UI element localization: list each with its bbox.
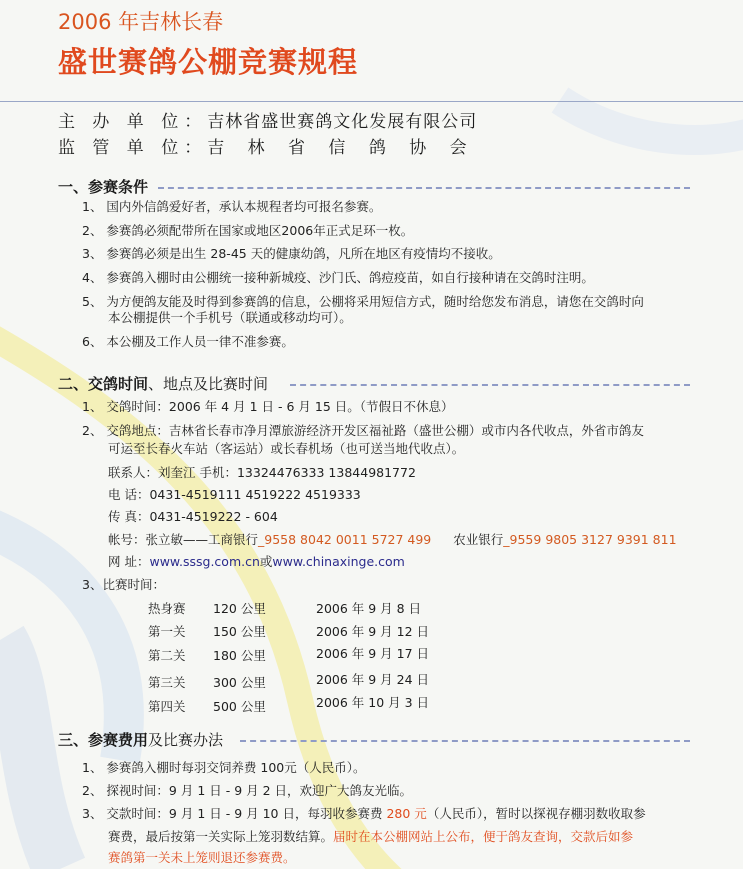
account-icbc: _9558 8042 0011 5727 499 <box>258 532 432 547</box>
section-2-heading-rest: 、地点及比赛时间 <box>148 375 269 393</box>
section-2-item-1: 1、 交鸽时间：2006 年 4 月 1 日 - 6 月 15 日。（节假日不休息） <box>82 399 454 414</box>
section-2-heading-bold: 二、交鸽时间 <box>58 375 149 393</box>
section-3-item-3 <box>82 804 646 822</box>
section-1-heading: 一、参赛条件 <box>58 178 149 196</box>
race-date: 2006 年 9 月 12 日 <box>316 624 430 639</box>
organizer-supervisor-label: 监 管 单 位： <box>58 138 208 158</box>
website-link-1[interactable]: www.sssg.com.cn <box>149 554 260 569</box>
section-1-item-6: 6、 本公棚及工作人员一律不准参赛。 <box>82 334 294 349</box>
website-link-2[interactable]: www.chinaxinge.com <box>272 554 405 569</box>
payment-text-cont: （人民币），暂时以探视存棚羽数收取参 <box>426 806 646 821</box>
race-schedule-title: 3、比赛时间： <box>82 577 165 592</box>
race-date: 2006 年 9 月 24 日 <box>316 672 430 687</box>
year-title: 2006 年吉林长春 <box>58 10 224 34</box>
account-abc: _9559 9805 3127 9391 811 <box>503 532 677 547</box>
race-distance: 300 公里 <box>213 675 266 690</box>
page-title: 盛世赛鸽公棚竞赛规程 <box>58 45 359 79</box>
race-name: 热身赛 <box>148 601 186 616</box>
organizer-supervisor-value: 吉 林 省 信 鸽 协 会 <box>207 138 476 158</box>
organizer-supervisor <box>58 133 476 158</box>
race-date: 2006 年 10 月 3 日 <box>316 695 430 710</box>
organizer-host-label: 主 办 单 位： <box>58 112 208 132</box>
section-3-heading <box>58 729 223 750</box>
organizer-host-value: 吉林省盛世赛鸽文化发展有限公司 <box>207 112 478 132</box>
section-2-rule <box>290 384 690 386</box>
section-1-item-2: 2、 参赛鸽必须配带所在国家或地区2006年正式足环一枚。 <box>82 223 414 238</box>
account-holder: 帐号：张立敏——工商银行 <box>108 532 259 547</box>
settlement-text: 赛费，最后按第一关实际上笼羽数结算。 <box>108 829 334 844</box>
race-distance: 180 公里 <box>213 648 266 663</box>
race-date: 2006 年 9 月 17 日 <box>316 646 430 661</box>
section-3-heading-bold: 三、参赛费用 <box>58 731 149 749</box>
website-label: 网 址： <box>108 554 150 569</box>
website-or: 或 <box>259 554 273 569</box>
account-abc-label: 农业银行 <box>453 532 504 547</box>
section-1-item-5-cont: 本公棚提供一个手机号（联通或移动均可）。 <box>108 310 352 325</box>
contact-phone: 电 话：0431-4519111 4519222 4519333 <box>108 487 361 502</box>
race-name: 第四关 <box>148 699 186 714</box>
race-distance: 500 公里 <box>213 699 266 714</box>
race-date: 2006 年 9 月 8 日 <box>316 601 422 616</box>
contact-person: 联系人：刘奎江 手机：13324476333 13844981772 <box>108 465 416 480</box>
race-distance: 150 公里 <box>213 624 266 639</box>
race-distance: 120 公里 <box>213 601 266 616</box>
section-1-item-5: 5、 为方便鸽友能及时得到参赛鸽的信息，公棚将采用短信方式，随时给您发布消息，请您在交鸽时向 <box>82 294 644 309</box>
section-3-item-1: 1、 参赛鸽入棚时每羽交饲养费 100元（人民币）。 <box>82 760 366 775</box>
refund-notice-cont: 赛鸽第一关未上笼则退还参赛费。 <box>108 850 296 865</box>
section-1-rule <box>158 187 690 189</box>
organizer-host <box>58 107 477 132</box>
entry-fee: 280 元 <box>382 806 427 821</box>
section-1-item-1: 1、 国内外信鸽爱好者，承认本规程者均可报名参赛。 <box>82 199 382 214</box>
race-name: 第一关 <box>148 624 186 639</box>
race-name: 第二关 <box>148 648 186 663</box>
section-2-item-2-cont: 可运至长春火车站（客运站）或长春机场（也可送当地代收点）。 <box>108 441 465 456</box>
website-line <box>108 552 405 570</box>
section-3-heading-rest: 及比赛办法 <box>148 731 224 749</box>
section-2-item-2: 2、 交鸽地点：吉林省长春市净月潭旅游经济开发区福祉路（盛世公棚）或市内各代收点，外省市鸽友 <box>82 423 644 438</box>
section-3-rule <box>240 740 690 742</box>
section-3-item-3-cont <box>108 827 633 845</box>
header-divider <box>0 101 743 102</box>
section-2-heading <box>58 373 268 394</box>
race-name: 第三关 <box>148 675 186 690</box>
section-1-item-3: 3、 参赛鸽必须是出生 28-45 天的健康幼鸽，凡所在地区有疫情均不接收。 <box>82 246 501 261</box>
section-3-item-2: 2、 探视时间：9 月 1 日 - 9 月 2 日，欢迎广大鸽友光临。 <box>82 783 413 798</box>
contact-fax: 传 真：0431-4519222 - 604 <box>108 509 278 524</box>
bank-accounts <box>108 530 677 548</box>
refund-notice: 届时在本公棚网站上公布，便于鸽友查询，交款后如参 <box>333 829 634 844</box>
section-1-item-4: 4、 参赛鸽入棚时由公棚统一接种新城疫、沙门氏、鸽痘疫苗，如自行接种请在交鸽时注明。 <box>82 270 594 285</box>
payment-text: 3、 交款时间：9 月 1 日 - 9 月 10 日，每羽收参赛费 <box>82 806 383 821</box>
